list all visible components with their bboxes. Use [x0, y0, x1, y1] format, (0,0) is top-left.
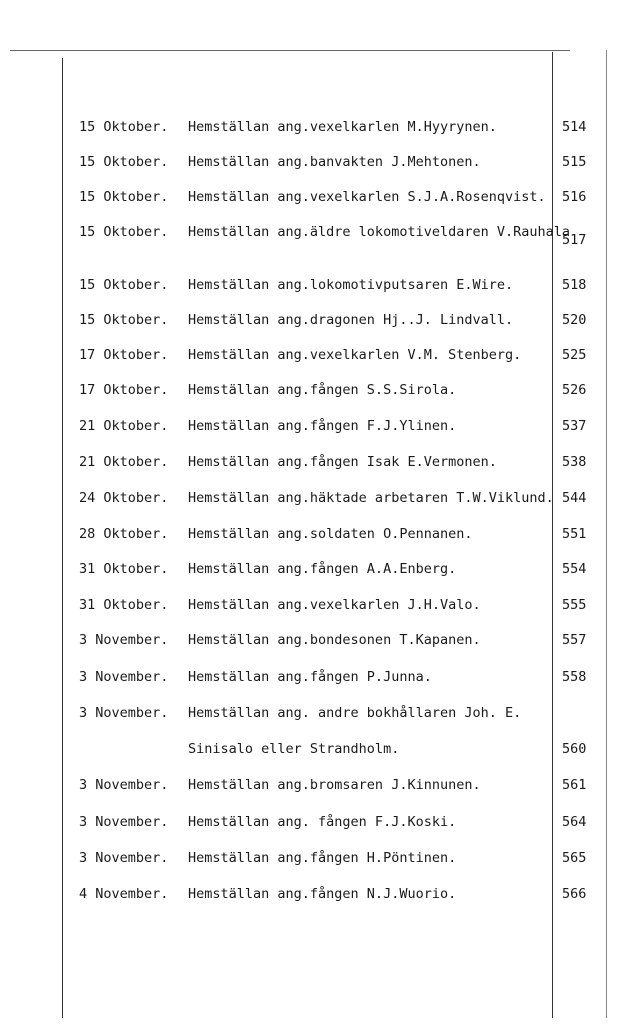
entry-text: Hemställan ang.vexelkarlen J.H.Valo. — [188, 597, 481, 613]
entry-page-number: 557 — [562, 632, 587, 648]
entry-date: 17 Oktober. — [79, 347, 169, 363]
entry-text: Hemställan ang.vexelkarlen S.J.A.Rosenqvist. — [188, 189, 546, 205]
entry-text: Hemställan ang.fången H.Pöntinen. — [188, 850, 457, 866]
entry-text: Hemställan ang.fången S.S.Sirola. — [188, 382, 457, 398]
list-item — [0, 380, 634, 400]
entry-text: Hemställan ang. andre bokhållaren Joh. E. — [188, 705, 522, 721]
entry-page-number: 525 — [562, 347, 587, 363]
entry-text: Hemställan ang.fången F.J.Ylinen. — [188, 418, 457, 434]
list-item — [0, 488, 634, 508]
list-item — [0, 275, 634, 295]
list-item — [0, 452, 634, 472]
entry-page-number: 560 — [562, 741, 587, 757]
list-item — [0, 310, 634, 330]
entry-page-number: 516 — [562, 189, 587, 205]
entry-date: 31 Oktober. — [79, 561, 169, 577]
entry-date: 21 Oktober. — [79, 418, 169, 434]
entry-text: Hemställan ang.fången P.Junna. — [188, 669, 432, 685]
entry-text: Hemställan ang.bromsaren J.Kinnunen. — [188, 777, 481, 793]
entry-date: 3 November. — [79, 669, 169, 685]
entry-date: 31 Oktober. — [79, 597, 169, 613]
entry-text: Hemställan ang.soldaten O.Pennanen. — [188, 526, 473, 542]
entry-page-number: 565 — [562, 850, 587, 866]
list-item — [0, 117, 634, 137]
entry-page-number: 517 — [562, 232, 587, 248]
entry-date: 4 November. — [79, 886, 169, 902]
list-item — [0, 667, 634, 687]
list-item — [0, 812, 634, 832]
list-item — [0, 884, 634, 904]
list-item — [0, 524, 634, 544]
entry-text: Hemställan ang.häktade arbetaren T.W.Viklund. — [188, 490, 554, 506]
entry-date: 15 Oktober. — [79, 312, 169, 328]
entry-text: Hemställan ang.äldre lokomotiveldaren V.Rauhala — [188, 224, 571, 240]
entry-date: 28 Oktober. — [79, 526, 169, 542]
entry-page-number: 515 — [562, 154, 587, 170]
entry-page-number: 561 — [562, 777, 587, 793]
list-item — [0, 595, 634, 615]
entry-page-number: 554 — [562, 561, 587, 577]
list-item — [0, 416, 634, 436]
list-item — [0, 222, 634, 248]
entry-text: Hemställan ang.dragonen Hj..J. Lindvall. — [188, 312, 514, 328]
entry-page-number: 518 — [562, 277, 587, 293]
list-item — [0, 345, 634, 365]
entry-date: 15 Oktober. — [79, 189, 169, 205]
entry-page-number: 558 — [562, 669, 587, 685]
entry-page-number: 537 — [562, 418, 587, 434]
entry-text: Hemställan ang.lokomotivputsaren E.Wire. — [188, 277, 514, 293]
entry-date: 15 Oktober. — [79, 119, 169, 135]
list-item — [0, 739, 634, 759]
entry-page-number: 551 — [562, 526, 587, 542]
entry-page-number: 566 — [562, 886, 587, 902]
entry-text: Hemställan ang.vexelkarlen V.M. Stenberg. — [188, 347, 522, 363]
list-item — [0, 630, 634, 650]
entry-page-number: 520 — [562, 312, 587, 328]
entry-text: Hemställan ang.banvakten J.Mehtonen. — [188, 154, 481, 170]
entry-page-number: 538 — [562, 454, 587, 470]
entry-page-number: 514 — [562, 119, 587, 135]
entry-date: 3 November. — [79, 632, 169, 648]
entry-date: 24 Oktober. — [79, 490, 169, 506]
list-item — [0, 848, 634, 868]
entry-date: 15 Oktober. — [79, 154, 169, 170]
entry-text: Hemställan ang.fången N.J.Wuorio. — [188, 886, 457, 902]
list-item — [0, 559, 634, 579]
entry-page-number: 526 — [562, 382, 587, 398]
entry-date: 3 November. — [79, 777, 169, 793]
entry-text: Hemställan ang.fången A.A.Enberg. — [188, 561, 457, 577]
entry-text: Hemställan ang.bondesonen T.Kapanen. — [188, 632, 481, 648]
list-item — [0, 187, 634, 207]
list-item — [0, 775, 634, 795]
entry-text: Hemställan ang.vexelkarlen M.Hyyrynen. — [188, 119, 497, 135]
entry-text: Hemställan ang.fången Isak E.Vermonen. — [188, 454, 497, 470]
entry-date: 3 November. — [79, 705, 169, 721]
entry-page-number: 555 — [562, 597, 587, 613]
entry-text: Sinisalo eller Strandholm. — [188, 741, 400, 757]
entry-date: 3 November. — [79, 850, 169, 866]
entry-page-number: 564 — [562, 814, 587, 830]
entry-page-number: 544 — [562, 490, 587, 506]
list-item — [0, 152, 634, 172]
entry-date: 21 Oktober. — [79, 454, 169, 470]
list-item — [0, 703, 634, 723]
entry-date: 15 Oktober. — [79, 224, 169, 240]
entry-date: 3 November. — [79, 814, 169, 830]
entry-text: Hemställan ang. fången F.J.Koski. — [188, 814, 457, 830]
entry-date: 15 Oktober. — [79, 277, 169, 293]
entry-date: 17 Oktober. — [79, 382, 169, 398]
